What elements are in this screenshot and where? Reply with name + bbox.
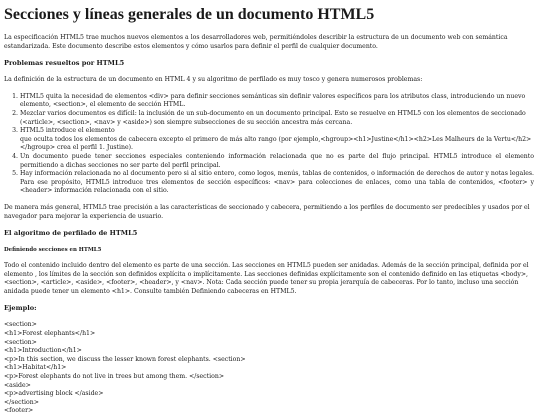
list-item-continuation: que oculta todos los elementos de cabecera excepto el primero de más alto rango (por ejemplo,<hgroup><h1>Justine</h1><h2>Les Malheurs de la Vertu</h2></hgroup> crea el perfil 1. Justine).: [20, 135, 532, 152]
list-item: 4. Un documento puede tener secciones especiales conteniendo información relacionada que no es parte del flujo principal. HTML5 introduce el elemento permitiendo a dichas secciones no ser parte del perfil principal.: [20, 153, 534, 170]
code-line: <h1>Introduction</h1>: [4, 347, 82, 355]
example-label: Ejemplo:: [4, 304, 37, 313]
problems-lead-paragraph: La definición de la estructura de un documento en HTML 4 y su algoritmo de perfilado es muy tosco y genera numerosos problemas:: [4, 76, 423, 84]
code-line: </section>: [4, 398, 39, 406]
code-line: <p>advertising block </aside>: [4, 390, 104, 398]
code-line: <aside>: [4, 381, 31, 389]
section-heading-problems: Problemas resueltos por HTML5: [4, 59, 125, 68]
code-line: <footer>: [4, 407, 34, 415]
list-item: 5. Hay información relacionada no al documento pero si al sitio entero, como logos, menús, tablas de contenidos, o información de derechos de autor y notas legales. Para ese propósito, HTML5 introduce tres elementos de sección específicos: <nav> para colecciones de enlaces, como una tabla de contenidos, <footer> y <header> información relacionada con el sitio.: [20, 170, 534, 196]
subheading-defining-sections: Definiendo secciones en HTML5: [4, 247, 102, 254]
list-item-text: HTML5 introduce el elemento: [20, 127, 115, 135]
defining-sections-paragraph: Todo el contenido incluido dentro del elemento es parte de una sección. Las secciones en HTML5 pueden ser anidadas. Además de la sección principal, definida por el elemento , los límites de la sección son definidos explícita o implícitamente. Las secciones definidas explícitamente son el contenido definido en las etiquetas <body>, <section>, <article>, <aside>, <footer>, <header>, y <nav>. Nota: Cada sección puede tener su propia jerarquía de cabeceras. Por lo tanto, incluso una sección anidada puede tener un elemento <h1>. Consulte también Definiendo cabeceras en HTML5.: [4, 262, 529, 295]
list-item: [20, 127, 534, 153]
intro-paragraph: La especificación HTML5 trae muchos nuevos elementos a los desarrolladores web, permitiéndoles describir la estructura de un documento web con semántica estandarizada. Este documento describe estos elementos y cómo usarlos para definir el perfil de cualquier documento.: [4, 34, 508, 50]
list-item: 1. HTML5 quita la necesidad de elementos <div> para definir secciones semánticas sin definir valores específicos para los atributos class, introduciendo un nuevo elemento, <section>, el elemento de sección HTML.: [20, 93, 534, 110]
code-line: <section>: [4, 338, 37, 346]
code-line: <h1>Habitat</h1>: [4, 364, 67, 372]
code-line: <section>: [4, 321, 37, 329]
problems-list: [4, 93, 534, 196]
code-line: <p>In this section, we discuss the lesser known forest elephants. <section>: [4, 355, 246, 363]
summary-paragraph: De manera más general, HTML5 trae precisión a las características de seccionado y cabecera, permitiendo a los perfiles de documento ser predecibles y usados por el navegador para mejorar la experiencia de usuario.: [4, 203, 530, 220]
code-example: [4, 321, 534, 416]
list-item: 2. Mezclar varios documentos es difícil: la inclusión de un sub-documento en un documento principal. Esto se resuelve en HTML5 con los elementos de seccionado (<article>, <section>, <nav> y <aside>) son siempre subsecciones de su sección ancestra más cercana.: [20, 110, 534, 127]
page-title: Secciones y líneas generales de un documento HTML5: [4, 6, 375, 23]
code-line: <p>Forest elephants do not live in trees but among them. </section>: [4, 373, 225, 381]
section-heading-algorithm: El algoritmo de perfilado de HTML5: [4, 229, 138, 238]
code-line: <h1>Forest elephants</h1>: [4, 330, 96, 338]
